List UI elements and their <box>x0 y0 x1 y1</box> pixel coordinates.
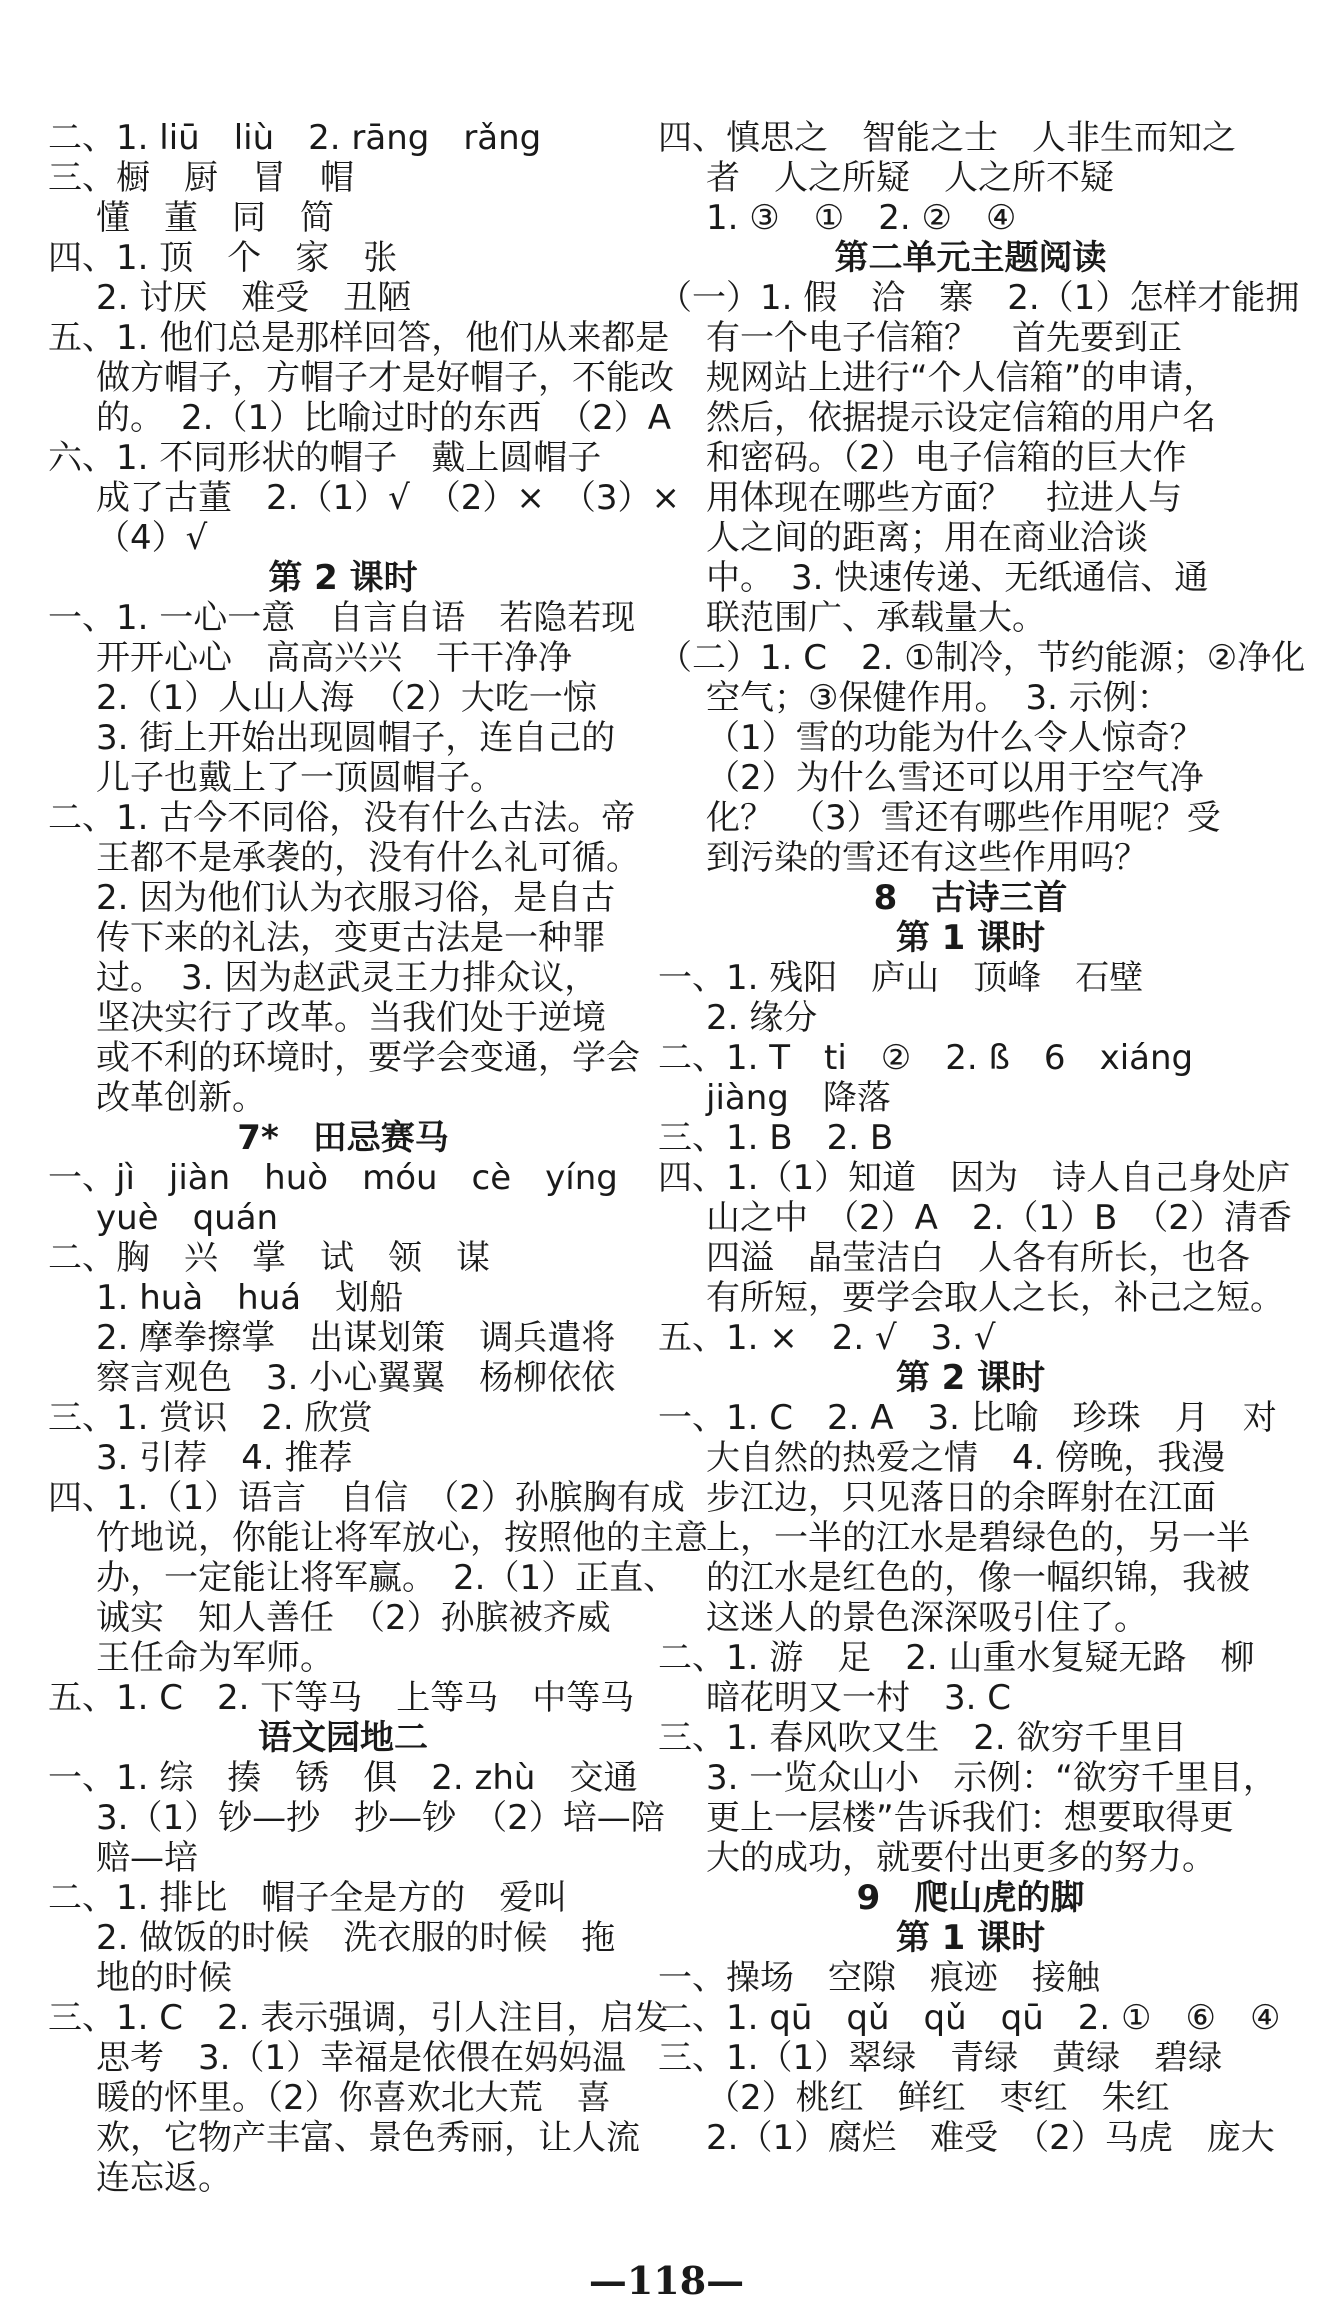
answer-line: 3.（1）钞—抄 抄—钞 （2）培—陪 <box>96 1798 665 1838</box>
answer-line: 2. 讨厌 难受 丑陋 <box>96 278 412 318</box>
answer-line: 有所短，要学会取人之长，补己之短。 <box>706 1278 1284 1318</box>
answer-line: 中。 3. 快速传递、无纸通信、通 <box>706 558 1209 598</box>
answer-line: 一、jì jiàn huò móu cè yíng <box>48 1158 618 1198</box>
answer-line: （2）桃红 鲜红 枣红 朱红 <box>706 2078 1170 2118</box>
answer-line: 六、1. 不同形状的帽子 戴上圆帽子 <box>48 438 602 478</box>
answer-line: 三、1. B 2. B <box>658 1118 894 1158</box>
answer-line: 四、1.（1）知道 因为 诗人自己身处庐 <box>658 1158 1291 1198</box>
section-heading: 第 2 课时 <box>895 1358 1046 1398</box>
answer-line: 二、胸 兴 掌 试 领 谋 <box>48 1238 490 1278</box>
answer-line: 一、1. 综 揍 锈 俱 2. zhù 交通 <box>48 1758 638 1798</box>
answer-line: 2. 摩拳擦掌 出谋划策 调兵遣将 <box>96 1318 616 1358</box>
answer-line: 五、1. × 2. √ 3. √ <box>658 1318 996 1358</box>
answer-line: 暗花明又一村 3. C <box>706 1678 1011 1718</box>
answer-line: 二、1. 游 足 2. 山重水复疑无路 柳 <box>658 1638 1255 1678</box>
answer-line: 办，一定能让将军赢。 2.（1）正直、 <box>96 1558 678 1598</box>
answer-line: 步江边，只见落日的余晖射在江面 <box>706 1478 1216 1518</box>
answer-line: 一、1. 一心一意 自言自语 若隐若现 <box>48 598 636 638</box>
answer-line: 暖的怀里。（2）你喜欢北大荒 喜 <box>96 2078 611 2118</box>
answer-line: 儿子也戴上了一顶圆帽子。 <box>96 758 504 798</box>
answer-line: 2.（1）腐烂 难受 （2）马虎 庞大 <box>706 2118 1275 2158</box>
answer-line: 2. 缘分 <box>706 998 818 1038</box>
answer-line: 四、1. 顶 个 家 张 <box>48 238 398 278</box>
answer-line: 过。 3. 因为赵武灵王力排众议， <box>96 958 599 998</box>
answer-line: jiàng 降落 <box>706 1078 891 1118</box>
answer-line: 1. huà huá 划船 <box>96 1278 404 1318</box>
answer-line: 思考 3.（1）幸福是依偎在妈妈温 <box>96 2038 627 2078</box>
answer-line: 一、操场 空隙 痕迹 接触 <box>658 1958 1100 1998</box>
answer-line: 传下来的礼法，变更古法是一种罪 <box>96 918 606 958</box>
answer-line: 三、1.（1）翠绿 青绿 黄绿 碧绿 <box>658 2038 1223 2078</box>
left-column <box>48 118 708 2198</box>
answer-line: 3. 街上开始出现圆帽子，连自己的 <box>96 718 616 758</box>
answer-line: 欢，它物产丰富、景色秀丽，让人流 <box>96 2118 640 2158</box>
answer-line: 王任命为军师。 <box>96 1638 334 1678</box>
answer-line: 的。 2.（1）比喻过时的东西 （2）A <box>96 398 671 438</box>
answer-line: 察言观色 3. 小心翼翼 杨柳依依 <box>96 1358 616 1398</box>
answer-line: 二、1. qū qǔ qǔ qū 2. ① ⑥ ④ <box>658 1998 1281 2038</box>
answer-line: 三、橱 厨 冒 帽 <box>48 158 354 198</box>
answer-line: 竹地说，你能让将军放心，按照他的主意 <box>96 1518 708 1558</box>
answer-line: 的江水是红色的，像一幅织锦，我被 <box>706 1558 1250 1598</box>
answer-line: 2. 做饭的时候 洗衣服的时候 拖 <box>96 1918 616 1958</box>
answer-line: 诚实 知人善任 （2）孙膑被齐威 <box>96 1598 611 1638</box>
answer-line: （2）为什么雪还可以用于空气净 <box>706 758 1204 798</box>
answer-line: 上，一半的江水是碧绿色的，另一半 <box>706 1518 1250 1558</box>
answer-line: 联范围广、承载量大。 <box>706 598 1046 638</box>
answer-line: 一、1. 残阳 庐山 顶峰 石壁 <box>658 958 1144 998</box>
answer-line: 成了古董 2.（1）√ （2）× （3）× <box>96 478 680 518</box>
section-heading: 9 爬山虎的脚 <box>856 1878 1085 1918</box>
section-heading: 语文园地二 <box>258 1718 428 1758</box>
answer-line: 空气；③保健作用。 3. 示例： <box>706 678 1171 718</box>
answer-line: 人之间的距离；用在商业洽谈 <box>706 518 1148 558</box>
answer-line: 和密码。（2）电子信箱的巨大作 <box>706 438 1187 478</box>
answer-line: 规网站上进行“个人信箱”的申请， <box>706 358 1218 398</box>
answer-line: 三、1. C 2. 表示强调，引人注目，启发 <box>48 1998 669 2038</box>
answer-line: 三、1. 春风吹又生 2. 欲穷千里目 <box>658 1718 1187 1758</box>
answer-line: 化？ （3）雪还有哪些作用呢？受 <box>706 798 1221 838</box>
answer-line: 3. 一览众山小 示例：“欲穷千里目， <box>706 1758 1277 1798</box>
answer-line: 这迷人的景色深深吸引住了。 <box>706 1598 1148 1638</box>
answer-line: 四溢 晶莹洁白 人各有所长，也各 <box>706 1238 1250 1278</box>
section-heading: 7* 田忌赛马 <box>237 1118 449 1158</box>
answer-line: 地的时候 <box>96 1958 232 1998</box>
answer-line: 二、1. 排比 帽子全是方的 爱叫 <box>48 1878 568 1918</box>
answer-line: 二、1. 古今不同俗，没有什么古法。帝 <box>48 798 636 838</box>
answer-line: （1）雪的功能为什么令人惊奇？ <box>706 718 1204 758</box>
answer-line: 更上一层楼”告诉我们：想要取得更 <box>706 1798 1234 1838</box>
answer-line: （一）1. 假 洽 寨 2.（1）怎样才能拥 <box>658 278 1300 318</box>
answer-line: 王都不是承袭的，没有什么礼可循。 <box>96 838 640 878</box>
section-heading: 第 2 课时 <box>268 558 418 598</box>
answer-line: 五、1. C 2. 下等马 上等马 中等马 <box>48 1678 635 1718</box>
answer-line: 山之中 （2）A 2.（1）B （2）清香 <box>706 1198 1292 1238</box>
answer-line: 坚决实行了改革。当我们处于逆境 <box>96 998 606 1038</box>
answer-line: 用体现在哪些方面？ 拉进人与 <box>706 478 1182 518</box>
section-heading: 8 古诗三首 <box>873 878 1068 918</box>
answer-line: 者 人之所疑 人之所不疑 <box>706 158 1114 198</box>
answer-line: 赔—培 <box>96 1838 198 1878</box>
answer-line: （4）√ <box>96 518 208 558</box>
answer-line: 懂 董 同 简 <box>96 198 334 238</box>
answer-line: 有一个电子信箱？ 首先要到正 <box>706 318 1182 358</box>
answer-line: 五、1. 他们总是那样回答，他们从来都是 <box>48 318 670 358</box>
answer-line: 然后，依据提示设定信箱的用户名 <box>706 398 1216 438</box>
page-number: —118— <box>588 2258 745 2303</box>
answer-line: yuè quán <box>96 1198 279 1238</box>
answer-line: 1. ③ ① 2. ② ④ <box>706 198 1017 238</box>
answer-line: 2.（1）人山人海 （2）大吃一惊 <box>96 678 597 718</box>
answer-line: 三、1. 赏识 2. 欣赏 <box>48 1398 373 1438</box>
answer-line: 二、1. liū liù 2. rāng rǎng <box>48 118 542 158</box>
answer-line: 做方帽子，方帽子才是好帽子，不能改 <box>96 358 674 398</box>
answer-line: 四、1.（1）语言 自信 （2）孙膑胸有成 <box>48 1478 685 1518</box>
answer-line: 大自然的热爱之情 4. 傍晚，我漫 <box>706 1438 1226 1478</box>
answer-line: 2. 因为他们认为衣服习俗，是自古 <box>96 878 616 918</box>
answer-line: 大的成功，就要付出更多的努力。 <box>706 1838 1216 1878</box>
answer-line: 连忘返。 <box>96 2158 232 2198</box>
right-column <box>658 118 1306 2158</box>
section-heading: 第二单元主题阅读 <box>834 238 1107 278</box>
answer-line: 一、1. C 2. A 3. 比喻 珍珠 月 对 <box>658 1398 1277 1438</box>
answer-line: 四、慎思之 智能之士 人非生而知之 <box>658 118 1236 158</box>
section-heading: 第 1 课时 <box>895 918 1046 958</box>
answer-line: 二、1. T ti ② 2. ß 6 xiáng <box>658 1038 1194 1078</box>
answer-line: 改革创新。 <box>96 1078 266 1118</box>
section-heading: 第 1 课时 <box>895 1918 1046 1958</box>
answer-line: 或不利的环境时，要学会变通，学会 <box>96 1038 640 1078</box>
answer-line: （二）1. C 2. ①制冷，节约能源；②净化 <box>658 638 1306 678</box>
answer-line: 3. 引荐 4. 推荐 <box>96 1438 353 1478</box>
answer-line: 开开心心 高高兴兴 干干净净 <box>96 638 572 678</box>
answer-line: 到污染的雪还有这些作用吗？ <box>706 838 1148 878</box>
